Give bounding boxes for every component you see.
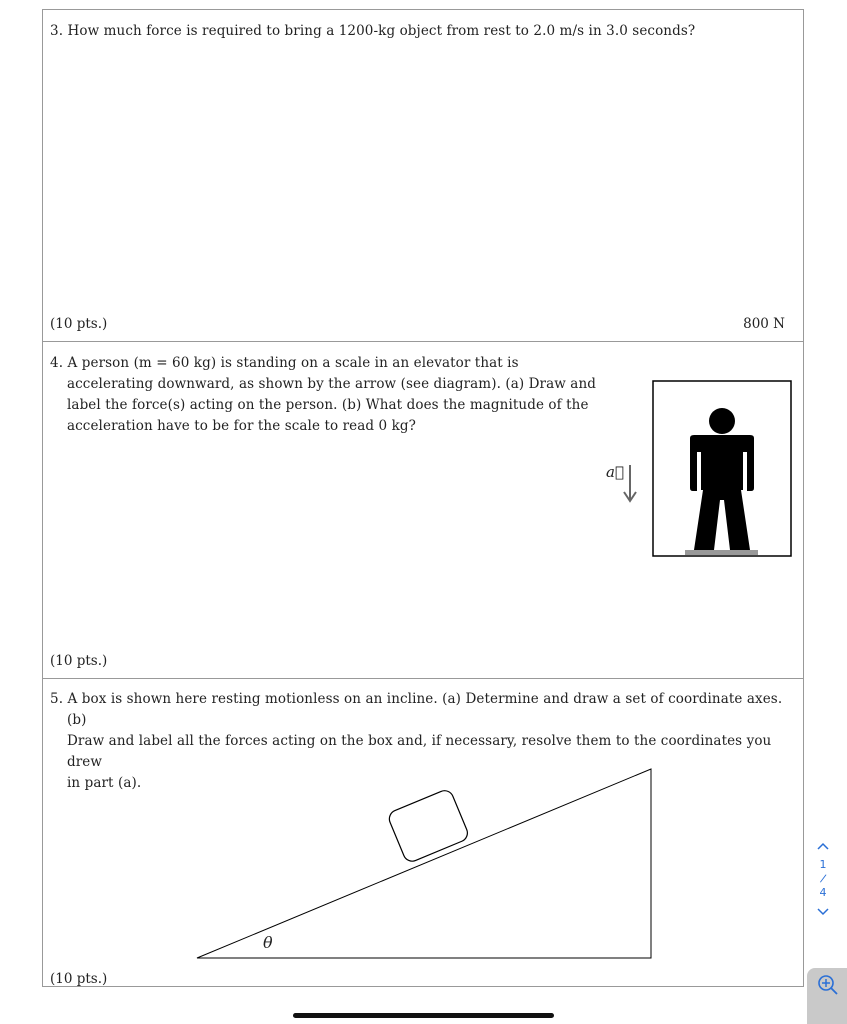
- problem-4-number: 4.: [50, 355, 64, 371]
- acceleration-label: a⃗: [606, 463, 624, 481]
- problem-5-number: 5.: [50, 691, 64, 707]
- angle-label: θ: [263, 933, 273, 952]
- document-page: [42, 9, 804, 987]
- problem-3-points: (10 pts.): [50, 316, 108, 332]
- problem-4-text: [50, 353, 610, 437]
- problem-5-line-3: in part (a).: [67, 775, 142, 791]
- problem-3-number: 3.: [50, 23, 64, 39]
- page-separator: /: [819, 871, 828, 886]
- problem-4-line-2: accelerating downward, as shown by the arrow (see diagram). (a) Draw and: [67, 376, 596, 392]
- problem-3-answer: 800 N: [743, 316, 785, 332]
- total-pages: 4: [819, 886, 827, 899]
- problem-5-line-1: A box is shown here resting motionless on an incline. (a) Determine and draw a set of coordinate axes. (b): [67, 691, 783, 728]
- problem-4-line-3: label the force(s) acting on the person. (b) What does the magnitude of the: [67, 397, 589, 413]
- acceleration-arrow: [621, 462, 641, 507]
- problem-3: [43, 10, 803, 342]
- zoom-in-icon: [817, 974, 839, 996]
- problem-4-line-4: acceleration have to be for the scale to read 0 kg?: [67, 418, 416, 434]
- scale: [685, 550, 758, 555]
- problem-5: [43, 679, 803, 987]
- problem-5-line-2: Draw and label all the forces acting on the box and, if necessary, resolve them to the coordinates you drew: [67, 733, 772, 770]
- home-indicator[interactable]: [293, 1013, 554, 1018]
- problem-4-points: (10 pts.): [50, 653, 108, 669]
- chevron-up-icon[interactable]: [813, 840, 833, 858]
- problem-4: [43, 342, 803, 679]
- chevron-down-icon[interactable]: [813, 906, 833, 924]
- zoom-button[interactable]: [807, 968, 847, 1024]
- elevator-diagram: [652, 380, 793, 558]
- problem-5-points: (10 pts.): [50, 971, 108, 987]
- page-navigator: [813, 840, 833, 924]
- problem-4-line-1: A person (m = 60 kg) is standing on a scale in an elevator that is: [67, 355, 519, 371]
- problem-3-text: [50, 21, 783, 42]
- problem-3-question: How much force is required to bring a 1200-kg object from rest to 2.0 m/s in 3.0 seconds?: [67, 23, 696, 39]
- current-page: 1: [819, 858, 827, 871]
